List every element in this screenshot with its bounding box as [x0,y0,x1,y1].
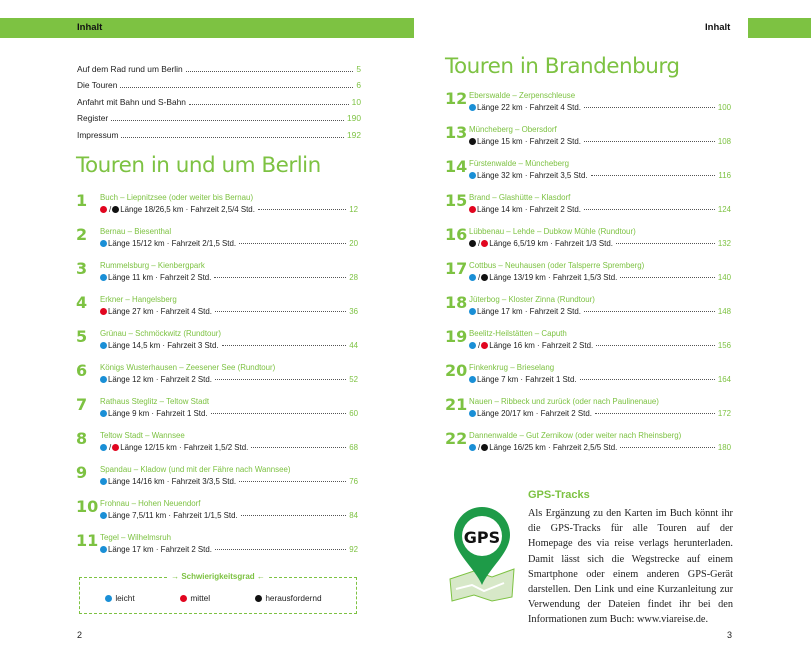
tour-info [100,477,358,486]
leader-dots [584,311,715,312]
tour-number: 4 [76,293,88,312]
tour-page: 60 [349,409,358,418]
gps-icon-label: GPS [463,528,501,547]
tour-number: 5 [76,327,88,346]
tour-number: 12 [445,89,468,108]
section-heading-brandenburg: Touren in Brandenburg [445,54,680,79]
tour-entry [445,124,731,158]
tour-length-duration: Länge 14 km · Fahrzeit 2 Std. [477,205,581,214]
tour-entry [445,294,731,328]
tour-info [469,273,731,282]
tour-title: Erkner – Hangelsberg [100,295,177,304]
leader-dots [120,87,353,88]
tour-length-duration: Länge 17 km · Fahrzeit 2 Std. [477,307,581,316]
tour-info [100,375,358,384]
tour-page: 76 [349,477,358,486]
slash-separator: / [478,273,481,282]
leader-dots [591,175,716,176]
leader-dots [189,104,349,105]
intro-page: 190 [347,113,361,124]
tour-title: Bernau – Biesenthal [100,227,172,236]
red-dot-icon [100,308,107,315]
tour-number: 11 [76,531,99,550]
tour-page: 124 [717,205,731,214]
tour-page: 116 [718,171,731,180]
intro-label: Auf dem Rad rund um Berlin [77,63,183,74]
slash-separator: / [109,205,112,214]
tour-entry [76,192,358,226]
header-bar-right-accent [748,18,811,38]
blue-dot-icon [469,410,476,417]
gps-heading: GPS-Tracks [528,489,590,501]
tour-number: 17 [445,259,468,278]
tour-length-duration: Länge 16/25 km · Fahrzeit 2,5/5 Std. [489,443,618,452]
tour-length-duration: Länge 9 km · Fahrzeit 1 Std. [108,409,208,418]
leader-dots [595,413,715,414]
intro-label: Die Touren [77,80,118,91]
leader-dots [251,447,346,448]
tour-length-duration: Länge 13/19 km · Fahrzeit 1,5/3 Std. [489,273,618,282]
legend-item-easy [105,593,135,603]
tour-page: 100 [717,103,731,112]
blue-dot-icon [100,512,107,519]
tour-number: 3 [76,259,88,278]
legend-title-text: Schwierigkeitsgrad [181,572,255,581]
blue-dot-icon [100,478,107,485]
tour-entry [76,328,358,362]
tour-info [469,239,731,248]
tour-number: 21 [445,395,468,414]
tour-length-duration: Länge 6,5/19 km · Fahrzeit 1/3 Std. [489,239,613,248]
tour-title: Buch – Liepnitzsee (oder weiter bis Bernau) [100,193,254,202]
leader-dots [211,413,347,414]
tour-number: 6 [76,361,88,380]
tour-title: Nauen – Ribbeck und zurück (oder nach Paulinenaue) [469,397,659,406]
intro-row [77,74,361,91]
tour-page: 28 [349,273,358,282]
tour-entry [445,430,731,464]
tour-number: 22 [445,429,468,448]
leader-dots [215,311,346,312]
blue-dot-icon [469,274,476,281]
tour-info [100,511,358,520]
tour-page: 20 [349,239,358,248]
leader-dots [186,71,354,72]
red-dot-icon [180,595,187,602]
tour-entry [76,362,358,396]
legend-item-medium [180,593,210,603]
red-dot-icon [469,206,476,213]
intro-page: 192 [347,129,361,140]
tour-entry [445,158,731,192]
tour-title: Jüterbog – Kloster Zinna (Rundtour) [469,295,595,304]
tour-entry [76,226,358,260]
tour-info [469,443,731,452]
intro-page: 6 [356,80,361,91]
tour-entry [445,362,731,396]
tour-entry [76,260,358,294]
tour-page: 172 [717,409,731,418]
intro-row [77,123,361,140]
blue-dot-icon [100,342,107,349]
tour-length-duration: Länge 16 km · Fahrzeit 2 Std. [489,341,594,350]
blue-dot-icon [100,376,107,383]
leader-dots [596,345,715,346]
page-number-left: 2 [77,630,83,640]
slash-separator: / [478,341,481,350]
legend-label-medium: mittel [190,593,211,603]
tour-page: 132 [717,239,731,248]
tour-info [100,545,358,554]
tour-entry [445,226,731,260]
red-dot-icon [481,240,488,247]
tour-number: 15 [445,191,468,210]
black-dot-icon [469,138,476,145]
blue-dot-icon [100,274,107,281]
tour-page: 148 [717,307,731,316]
tour-page: 180 [717,443,731,452]
legend-title [167,572,269,581]
intro-contents-list [77,57,361,140]
leader-dots [584,107,715,108]
legend-item-hard [255,593,322,603]
intro-page: 5 [356,63,361,74]
tour-number: 16 [445,225,468,244]
leader-dots [620,277,715,278]
tour-entry [76,532,358,566]
header-title-left: Inhalt [77,22,103,33]
tour-page: 92 [349,545,358,554]
tour-entry [76,464,358,498]
section-heading-berlin: Touren in und um Berlin [76,153,321,178]
intro-page: 10 [351,96,361,107]
tour-title: Frohnau – Hohen Neuendorf [100,499,201,508]
blue-dot-icon [469,172,476,179]
tour-length-duration: Länge 14/16 km · Fahrzeit 3/3,5 Std. [108,477,237,486]
black-dot-icon [481,274,488,281]
tour-entry [445,90,731,124]
red-dot-icon [112,444,119,451]
tour-entry [445,192,731,226]
legend-label-easy: leicht [115,593,135,603]
tour-title: Müncheberg – Obersdorf [469,125,557,134]
tour-info [469,205,731,214]
tour-number: 18 [445,293,468,312]
tour-length-duration: Länge 12 km · Fahrzeit 2 Std. [108,375,212,384]
tour-number: 20 [445,361,468,380]
tour-number: 8 [76,429,88,448]
tour-page: 108 [717,137,731,146]
tour-length-duration: Länge 15/12 km · Fahrzeit 2/1,5 Std. [108,239,237,248]
tour-number: 19 [445,327,468,346]
blue-dot-icon [105,595,112,602]
blue-dot-icon [100,410,107,417]
tour-length-duration: Länge 17 km · Fahrzeit 2 Std. [108,545,212,554]
blue-dot-icon [469,104,476,111]
tour-number: 14 [445,157,468,176]
tour-page: 52 [349,375,358,384]
header-bar-left [0,18,414,38]
leader-dots [584,141,715,142]
leader-dots [214,277,346,278]
leader-dots [620,447,715,448]
tour-number: 7 [76,395,88,414]
blue-dot-icon [100,546,107,553]
tour-length-duration: Länge 12/15 km · Fahrzeit 1,5/2 Std. [120,443,249,452]
tour-length-duration: Länge 20/17 km · Fahrzeit 2 Std. [477,409,592,418]
tour-page: 164 [717,375,731,384]
tour-length-duration: Länge 11 km · Fahrzeit 2 Std. [108,273,212,282]
tour-title: Königs Wusterhausen – Zeesener See (Rundtour) [100,363,276,372]
legend-label-hard: herausfordernd [265,593,322,603]
tour-info [469,409,731,418]
tour-page: 68 [349,443,358,452]
black-dot-icon [112,206,119,213]
black-dot-icon [481,444,488,451]
tour-title: Dannenwalde – Gut Zernikow (oder weiter nach Rheinsberg) [469,431,682,440]
intro-label: Anfahrt mit Bahn und S-Bahn [77,96,186,107]
tour-title: Finkenkrug – Brieselang [469,363,555,372]
leader-dots [111,120,344,121]
tour-info [100,273,358,282]
leader-dots [616,243,715,244]
tour-page: 12 [349,205,358,214]
tour-page: 36 [349,307,358,316]
tour-number: 9 [76,463,88,482]
brandenburg-tour-list [445,90,731,464]
tour-info [100,409,358,418]
header-title-right: Inhalt [705,22,731,33]
tour-length-duration: Länge 22 km · Fahrzeit 4 Std. [477,103,581,112]
tour-title: Fürstenwalde – Müncheberg [469,159,570,168]
tour-number: 2 [76,225,88,244]
tour-info [469,341,731,350]
tour-info [469,103,731,112]
intro-row [77,90,361,107]
tour-info [469,137,731,146]
tour-number: 13 [445,123,468,142]
slash-separator: / [478,239,481,248]
leader-dots [121,137,344,138]
tour-entry [76,294,358,328]
tour-length-duration: Länge 18/26,5 km · Fahrzeit 2,5/4 Std. [120,205,255,214]
tour-page: 140 [717,273,731,282]
tour-info [100,443,358,452]
tour-entry [445,328,731,362]
tour-length-duration: Länge 7 km · Fahrzeit 1 Std. [477,375,577,384]
intro-label: Impressum [77,129,119,140]
intro-label: Register [77,113,109,124]
tour-entry [76,396,358,430]
tour-title: Beelitz-Heilstätten – Caputh [469,329,567,338]
tour-entry [445,260,731,294]
tour-title: Spandau – Kladow (und mit der Fähre nach Wannsee) [100,465,291,474]
berlin-tour-list [76,192,358,566]
tour-number: 1 [76,191,88,210]
red-dot-icon [481,342,488,349]
tour-title: Tegel – Wilhelmsruh [100,533,172,542]
tour-title: Lübbenau – Lehde – Dubkow Mühle (Rundtour) [469,227,636,236]
tour-info [100,205,358,214]
blue-dot-icon [469,444,476,451]
tour-info [100,239,358,248]
gps-text: Als Ergänzung zu den Karten im Buch könnt ihr die GPS-Tracks für alle Touren auf der Homepage des via reise verlags herunterladen. Damit lässt sich die Wegstrecke auf einem Smartphone oder einem anderen GPS-Gerät darstellen. Den Link und eine Kurzanleitung zur Verwendung der Dateien findet ihr bei den Informationen zum Buch: www.viareise.de. [528,508,733,626]
tour-title: Teltow Stadt – Wannsee [100,431,185,440]
blue-dot-icon [100,444,107,451]
tour-info [100,341,358,350]
tour-length-duration: Länge 15 km · Fahrzeit 2 Std. [477,137,581,146]
tour-length-duration: Länge 27 km · Fahrzeit 4 Std. [108,307,212,316]
leader-dots [241,515,347,516]
tour-length-duration: Länge 32 km · Fahrzeit 3,5 Std. [477,171,588,180]
leader-dots [580,379,715,380]
leader-dots [258,209,346,210]
leader-dots [239,243,346,244]
black-dot-icon [255,595,262,602]
tour-title: Brand – Glashütte – Klasdorf [469,193,571,202]
tour-page: 84 [349,511,358,520]
tour-info [469,375,731,384]
tour-info [469,307,731,316]
arrow-left-icon: → [171,572,182,581]
slash-separator: / [478,443,481,452]
leader-dots [215,549,346,550]
tour-title: Grünau – Schmöckwitz (Rundtour) [100,329,222,338]
blue-dot-icon [469,308,476,315]
arrow-right-icon: ← [254,572,265,581]
red-dot-icon [100,206,107,213]
leader-dots [239,481,346,482]
tour-title: Eberswalde – Zerpenschleuse [469,91,576,100]
leader-dots [222,345,347,346]
tour-length-duration: Länge 14,5 km · Fahrzeit 3 Std. [108,341,219,350]
blue-dot-icon [469,342,476,349]
page-number-right: 3 [727,630,733,640]
tour-page: 44 [349,341,358,350]
tour-entry [76,430,358,464]
gps-map-pin-icon [446,505,518,608]
blue-dot-icon [100,240,107,247]
slash-separator: / [109,443,112,452]
tour-title: Rummelsburg – Kienbergpark [100,261,205,270]
leader-dots [584,209,715,210]
intro-row [77,107,361,124]
difficulty-legend [79,572,357,614]
tour-number: 10 [76,497,99,516]
tour-length-duration: Länge 7,5/11 km · Fahrzeit 1/1,5 Std. [108,511,238,520]
tour-title: Rathaus Steglitz – Teltow Stadt [100,397,210,406]
tour-page: 156 [717,341,731,350]
leader-dots [215,379,346,380]
tour-title: Cottbus – Neuhausen (oder Talsperre Spremberg) [469,261,645,270]
intro-row [77,57,361,74]
blue-dot-icon [469,376,476,383]
tour-entry [76,498,358,532]
black-dot-icon [469,240,476,247]
tour-entry [445,396,731,430]
tour-info [469,171,731,180]
tour-info [100,307,358,316]
